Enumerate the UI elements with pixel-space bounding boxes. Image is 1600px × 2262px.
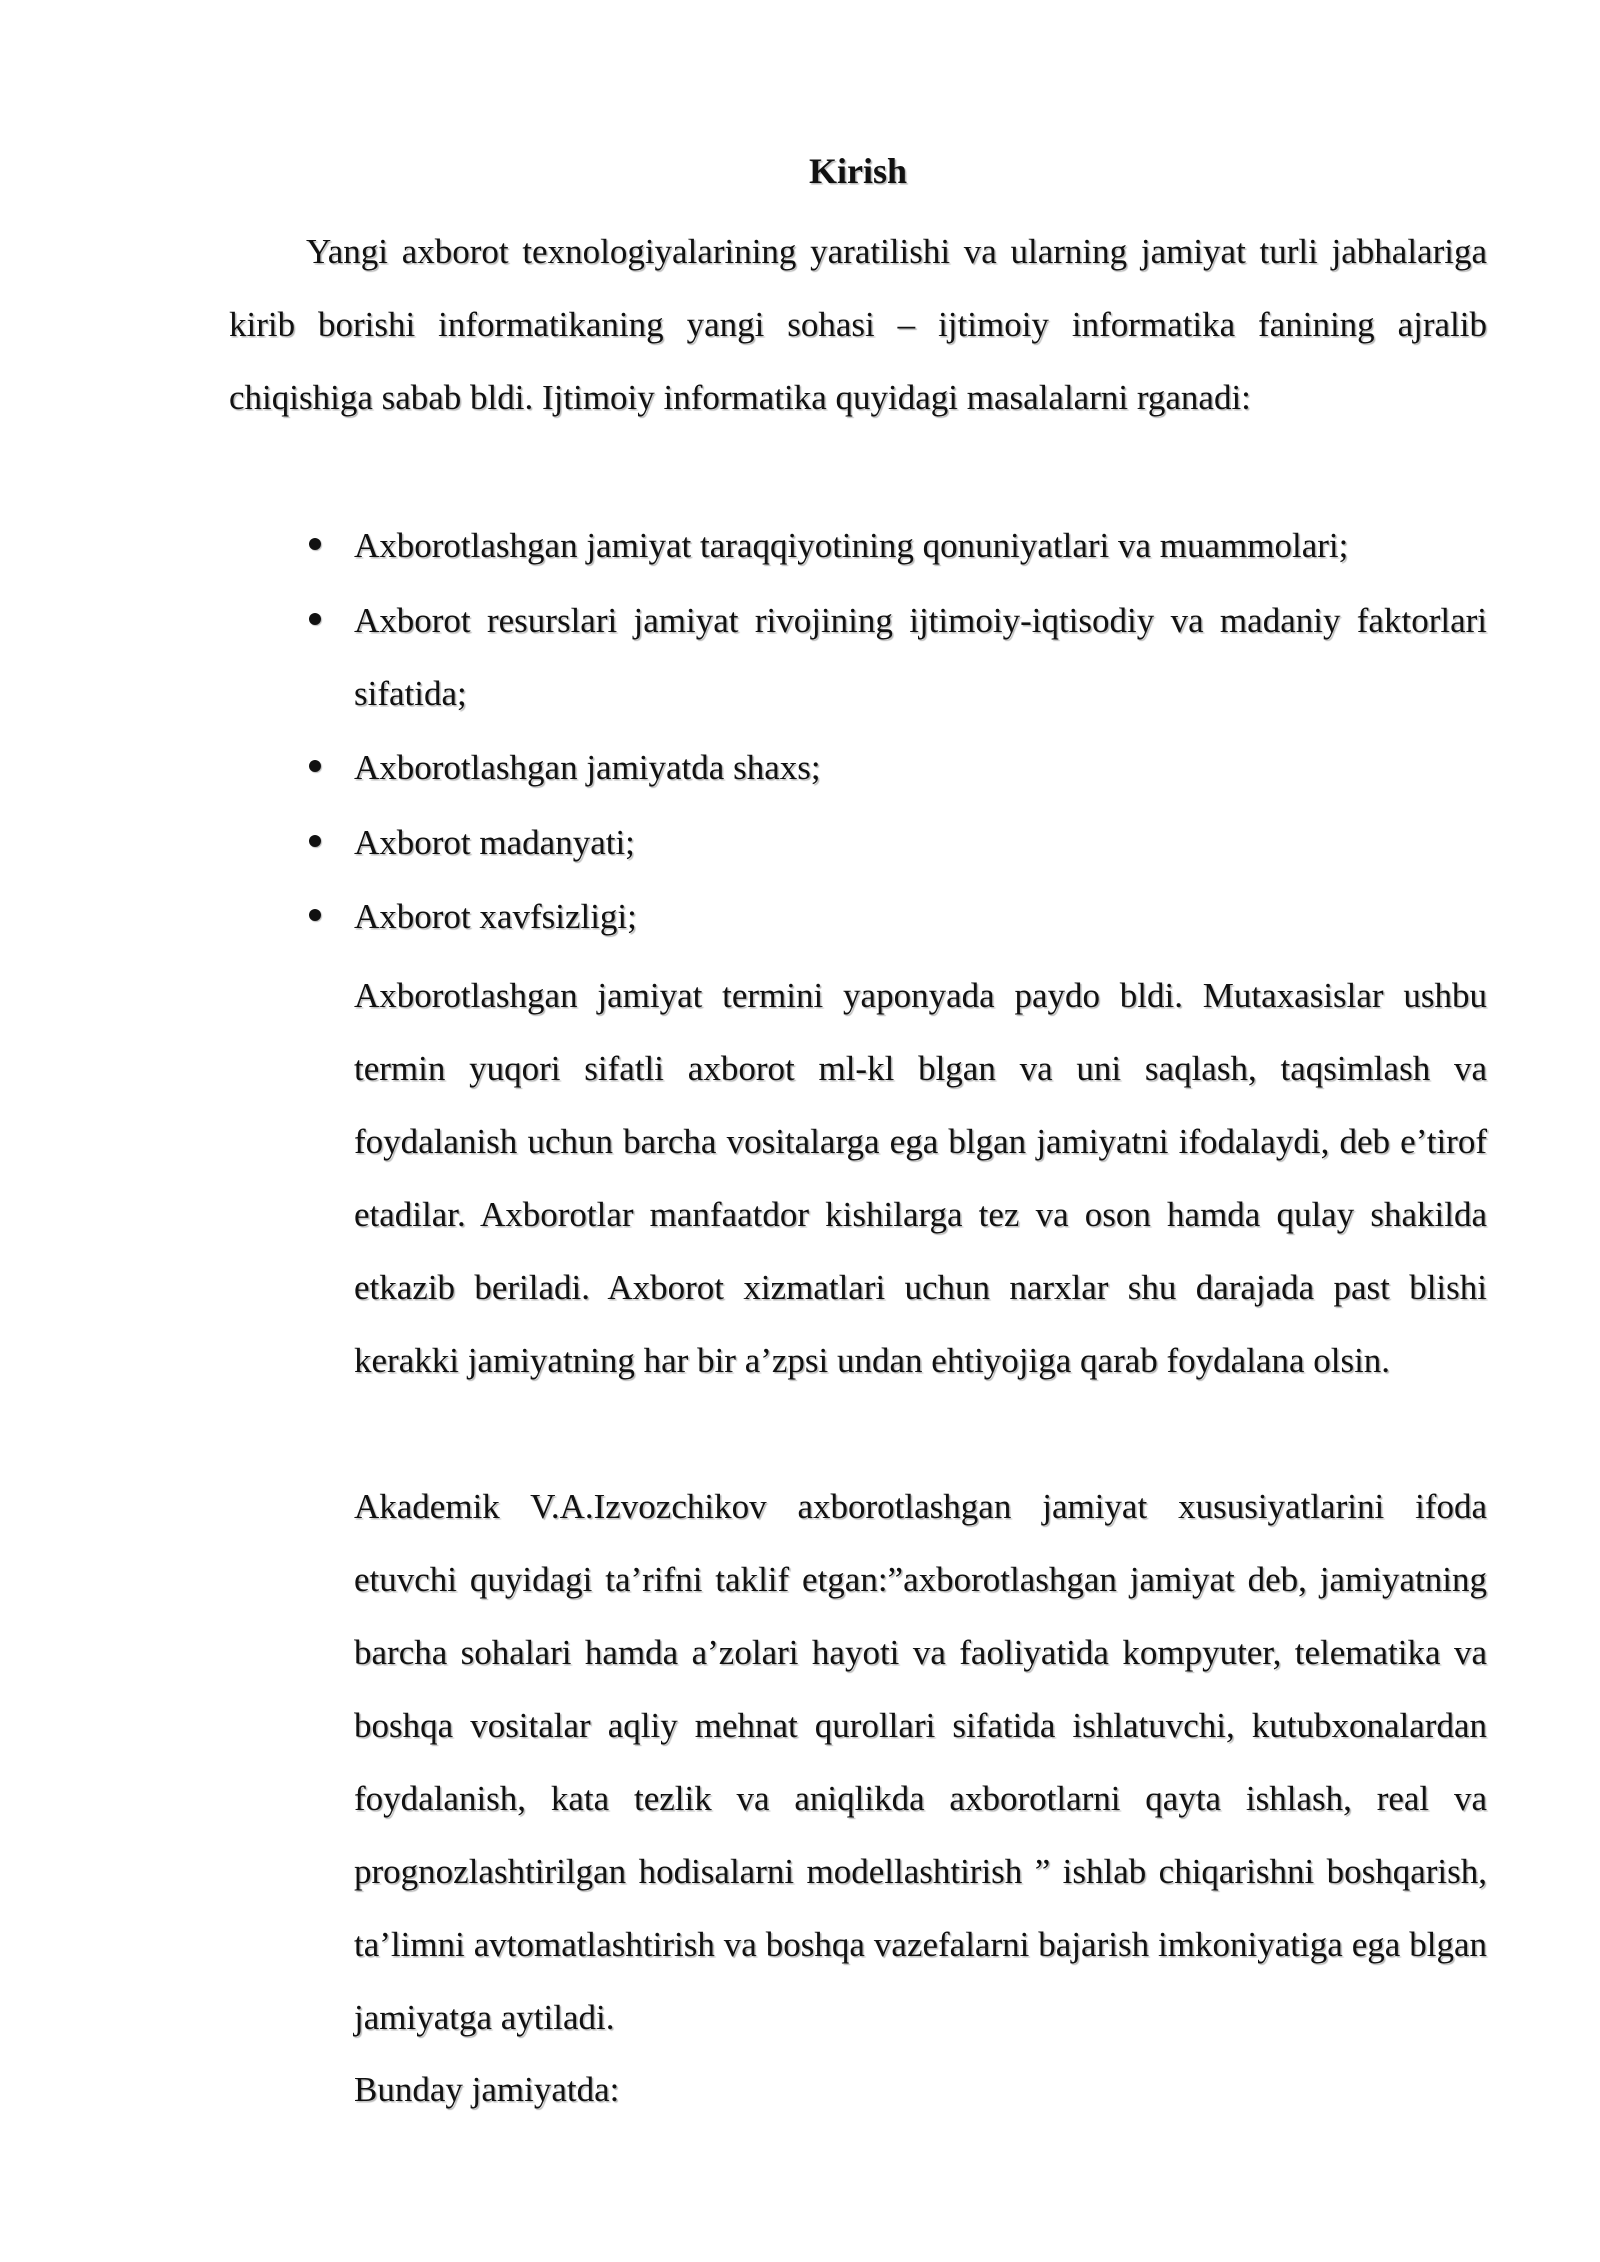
topic-list xyxy=(229,509,1487,955)
bullet-icon xyxy=(309,835,321,847)
bullet-icon xyxy=(309,760,321,772)
list-item-text: Axborot xavfsizligi; xyxy=(354,897,637,936)
list-item-text: Axborot resurslari jamiyat rivojining ijtimoiy-iqtisodiy va madaniy faktorlari sifatida; xyxy=(354,600,1487,713)
paragraph-bunday-jamiyatda: Bunday jamiyatda: xyxy=(354,2070,620,2109)
list-item xyxy=(229,806,1487,879)
bullet-icon xyxy=(309,613,321,625)
list-item xyxy=(229,880,1487,953)
paragraph-information-society: Axborotlashgan jamiyat termini yaponyada paydo bldi. Mutaxasislar ushbu termin yuqori sifatli axborot ml-kl blgan va uni saqlash, taqsimlash va foydalanish uchun barcha vositalarga ega blgan jamiyatni ifodalaydi, deb e’tirof etadilar. Axborotlar manfaatdor kishilarga tez va oson hamda qulay shakilda etkazib beriladi. Axborot xizmatlari uchun narxlar shu darajada past blishi kerakki jamiyatning har bir a’zpsi undan ehtiyojiga qarab foydalana olsin. xyxy=(354,976,1487,1380)
bullet-icon xyxy=(309,909,321,921)
page-title: Kirish xyxy=(808,151,907,191)
list-item-text: Axborot madanyati; xyxy=(354,822,635,862)
list-item xyxy=(229,731,1487,804)
intro-paragraph: Yangi axborot texnologiyalarining yaratilishi va ularning jamiyat turli jabhalariga kirib borishi informatikaning yangi sohasi – ijtimoiy informatika fanining ajralib chiqishiga sabab bldi. Ijtimoiy informatika quyidagi masalalarni rganadi: xyxy=(229,232,1487,417)
list-item xyxy=(229,509,1487,582)
list-item xyxy=(229,584,1487,730)
bullet-icon xyxy=(309,538,321,550)
list-item-text: Axborotlashgan jamiyat taraqqiyotining qonuniyatlari va muammolari; xyxy=(354,526,1349,565)
list-item-text: Axborotlashgan jamiyatda shaxs; xyxy=(354,748,821,787)
paragraph-izvozchikov-definition: Akademik V.A.Izvozchikov axborotlashgan jamiyat xususiyatlarini ifoda etuvchi quyidagi ta’rifni taklif etgan:”axborotlashgan jamiyat deb, jamiyatning barcha sohalari hamda a’zolari hayoti va faoliyatida kompyuter, telematika va boshqa vositalar aqliy mehnat qurollari sifatida ishlatuvchi, kutubxonalardan foydalanish, kata tezlik va aniqlikda axborotlarni qayta ishlash, real va prognozlashtirilgan hodisalarni modellashtirish ” ishlab chiqarishni boshqarish, ta’limni avtomatlashtirish va boshqa vazefalarni bajarish imkoniyatiga ega blgan jamiyatga aytiladi. xyxy=(354,1487,1487,2037)
